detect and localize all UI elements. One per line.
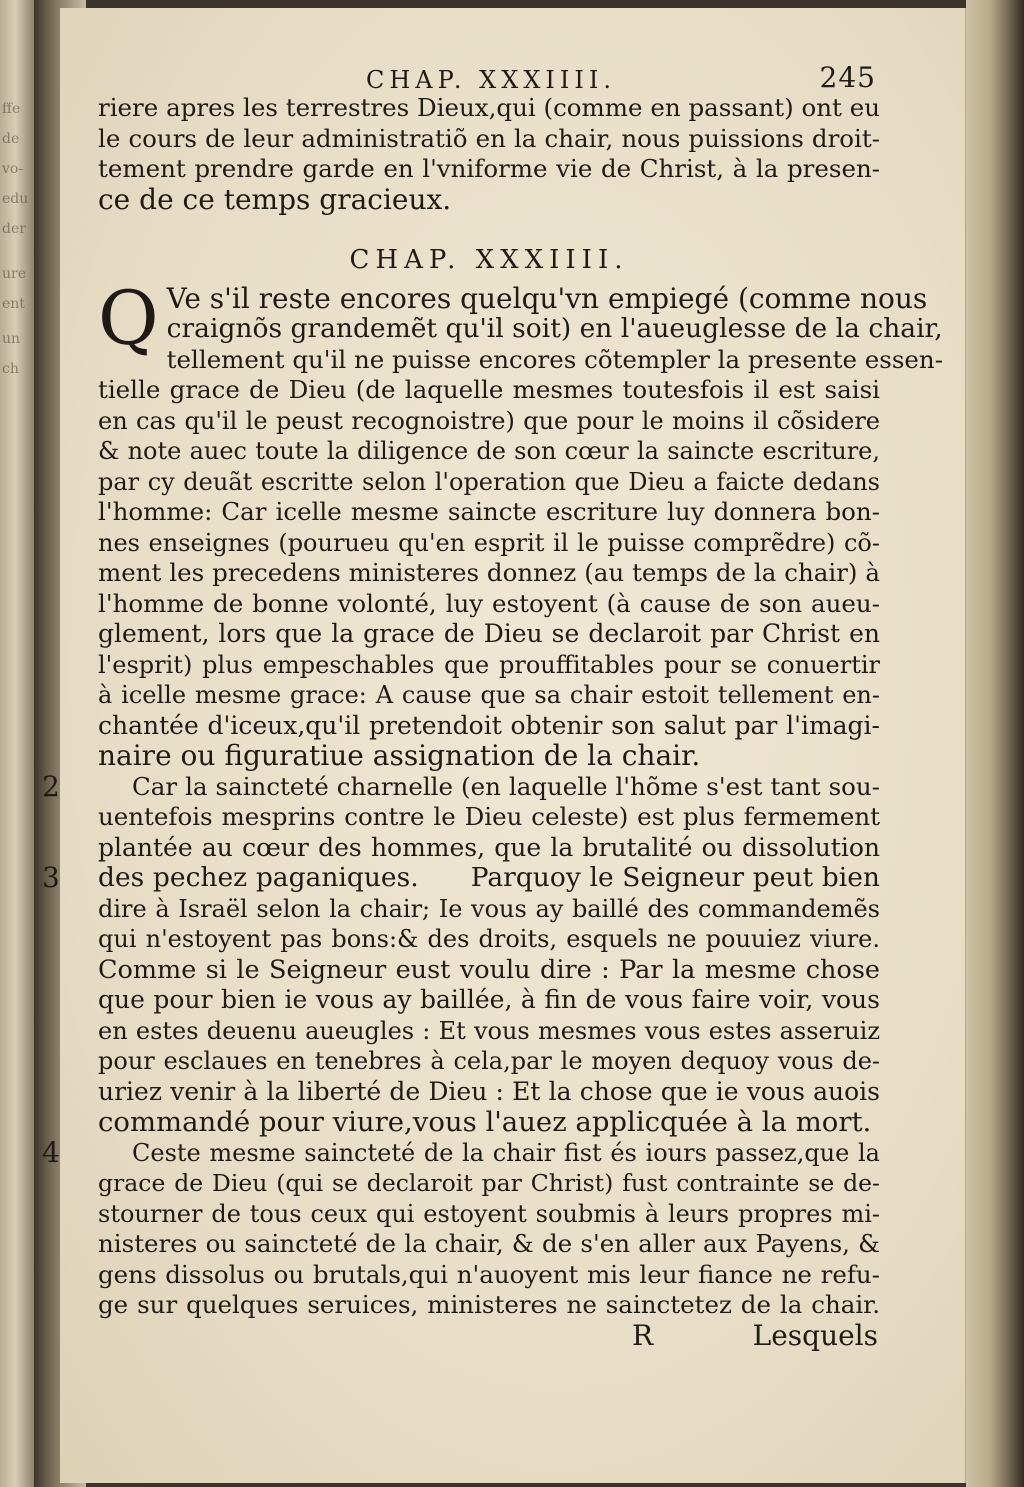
margin-number: 3: [42, 861, 60, 894]
chapter-heading: CHAP. XXXIIII.: [349, 245, 629, 275]
running-head-title: CHAP. XXXIIII.: [366, 66, 616, 94]
paragraph-1: [98, 275, 943, 772]
text-line: qui n'estoyent pas bons:& des droits, esquels ne pouuiez viure.: [98, 925, 880, 953]
text-line: & note auec toute la diligence de son cœur la saincte escriture,: [98, 437, 880, 465]
page-number: 245: [819, 61, 876, 94]
text-line: Ve s'il reste encores quelqu'vn empiegé (comme nous: [166, 281, 928, 315]
text-line: en estes deuenu aueugles : Et vous mesmes vous estes asseruiz: [98, 1016, 880, 1045]
facing-page-fragment: der: [2, 221, 26, 237]
text-line: naire ou figuratiue assignation de la chair.: [98, 739, 701, 772]
text-line: tement prendre garde en l'vniforme vie de Christ, à la presen-: [98, 154, 880, 183]
text-line: l'homme de bonne volonté, luy estoyent (à cause de son aueu-: [98, 588, 880, 618]
text-line: gens dissolus ou brutals,qui n'auoyent mis leur fiance ne refu-: [98, 1259, 880, 1289]
continued-paragraph: [98, 93, 880, 215]
signature-mark: R: [632, 1318, 654, 1352]
text-line: plantée au cœur des hommes, que la brutalité ou dissolution: [98, 832, 880, 862]
facing-page-fragment: ffe: [2, 101, 21, 117]
facing-page-edge: [0, 0, 34, 1487]
text-line: tielle grace de Dieu (de laquelle mesmes toutesfois il est saisi: [98, 375, 880, 404]
text-line: craignõs grandemẽt qu'il soit) en l'aueuglesse de la chair,: [166, 313, 943, 344]
text-line: à icelle mesme grace: A cause que sa chair estoit tellement en-: [98, 681, 880, 709]
paragraph-4-continued: [98, 1168, 880, 1321]
running-head: [98, 55, 880, 93]
page-edge-shadow: [966, 0, 1024, 1487]
facing-page-fragment: ent: [2, 296, 25, 312]
text-line: commandé pour viure,vous l'auez applicquée à la mort.: [98, 1106, 872, 1138]
margin-number: 4: [42, 1135, 60, 1169]
text-line: Ceste mesme saincteté de la chair fist és iours passez,que la: [132, 1138, 880, 1167]
text-line: Car la saincteté charnelle (en laquelle l'hõme s'est tant sou-: [132, 771, 880, 801]
facing-page-fragment: vo-: [2, 161, 24, 177]
text-line: riere apres les terrestres Dieux,qui (comme en passant) ont eu: [98, 93, 880, 122]
text-line: nisteres ou saincteté de la chair, & de s'en aller aux Payens, &: [98, 1229, 880, 1258]
text-line: dire à Israël selon la chair; Ie vous ay baillé des commandemẽs: [98, 894, 880, 923]
text-line: grace de Dieu (qui se declaroit par Christ) fust contrainte se de-: [98, 1169, 880, 1197]
text-line: par cy deuãt escritte selon l'operation que Dieu a faicte dedans: [98, 467, 880, 496]
text-line: chantée d'iceux,qu'il pretendoit obtenir son salut par l'imagi-: [98, 710, 880, 740]
catchword: Lesquels: [752, 1318, 878, 1352]
text-line: ment les precedens ministeres donnez (au temps de la chair) à: [98, 558, 880, 587]
text-line: glement, lors que la grace de Dieu se declaroit par Christ en: [98, 619, 880, 648]
page-footer: [98, 1318, 880, 1352]
page-text: [42, 55, 943, 1352]
text-line: l'homme: Car icelle mesme saincte escriture luy donnera bon-: [98, 497, 880, 526]
paragraph-2-continued: [98, 802, 880, 863]
facing-page-fragment: un: [2, 331, 21, 347]
text-line: le cours de leur administratiõ en la chair, nous puissions droit-: [98, 123, 880, 153]
text-line: uentefois mesprins contre le Dieu celeste) est plus fermement: [98, 802, 880, 831]
text-line: que pour bien ie vous ay baillée, à fin de vous faire voir, vous: [98, 985, 880, 1014]
facing-page-fragment: ure: [2, 266, 26, 282]
facing-page-fragment: de: [2, 131, 20, 147]
facing-page-fragment: edu: [2, 191, 29, 207]
text-line: pour esclaues en tenebres à cela,par le moyen dequoy vous de-: [98, 1047, 880, 1075]
text-line: uriez venir à la liberté de Dieu : Et la chose que ie vous auois: [98, 1076, 880, 1106]
text-line: tellement qu'il ne puisse encores cõtempler la presente essen-: [166, 344, 943, 374]
text-line: en cas qu'il le peust recognoistre) que pour le moins il cõsidere: [98, 406, 880, 435]
text-line: ge sur quelques seruices, ministeres ne sainctetez de la chair.: [98, 1290, 880, 1319]
facing-page-fragment: ch: [2, 361, 19, 377]
text-line: nes enseignes (pourueu qu'en esprit il le puisse comprẽdre) cõ-: [98, 528, 880, 557]
text-line: Comme si le Seigneur eust voulu dire : Par la mesme chose: [98, 954, 880, 985]
paragraph-4: [42, 1135, 880, 1169]
drop-cap: Q: [98, 275, 159, 362]
paragraph-2: [42, 769, 880, 803]
paragraph-3: [42, 861, 880, 1138]
text-line: ce de ce temps gracieux.: [98, 182, 452, 216]
text-line: l'esprit) plus empeschables que prouffitables pour se conuertir: [98, 650, 880, 679]
text-line: des pechez paganiques. Parquoy le Seigneur peut bien: [98, 862, 880, 893]
margin-number: 2: [42, 769, 60, 803]
text-line: stourner de tous ceux qui estoyent soubmis à leurs propres mi-: [98, 1199, 880, 1228]
